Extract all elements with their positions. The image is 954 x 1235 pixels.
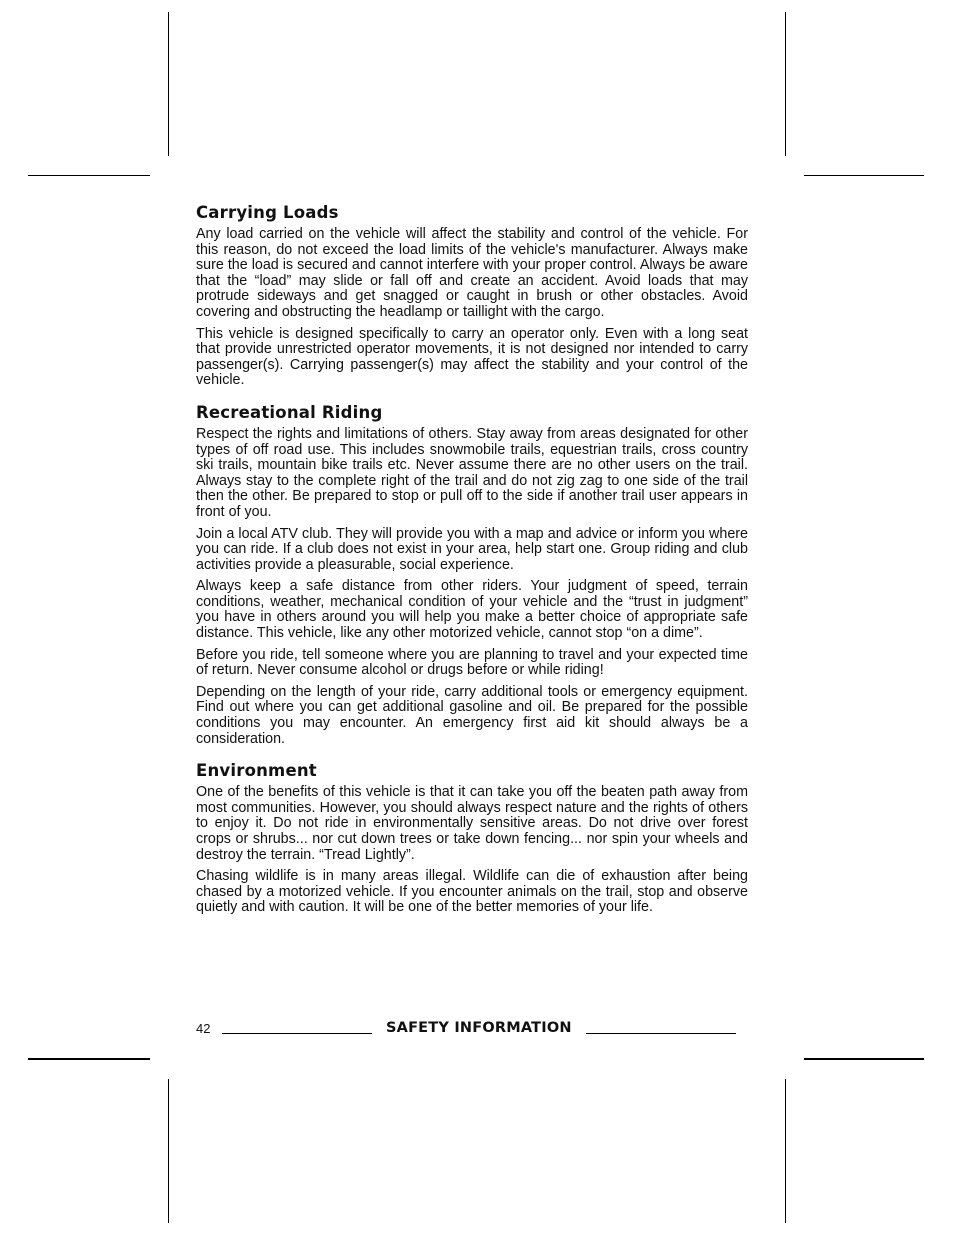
paragraph: One of the benefits of this vehicle is that it can take you off the beaten path away from most communities. However, you should always respect nature and the rights of others to enjoy it. Do not ride in environmentally sensitive areas. Do not drive over forest crops or shrubs... nor cut down trees or take down fencing... nor spin your wheels and destroy the terrain. “Tread Lightly”.	[196, 784, 748, 863]
section-recreational-riding	[196, 403, 748, 747]
page-number: 42	[196, 1020, 211, 1036]
paragraph: Chasing wildlife is in many areas illegal. Wildlife can die of exhaustion after being chased by a motorized vehicle. If you encounter animals on the trail, stop and observe quietly and with caution. It will be one of the better memories of your life.	[196, 868, 748, 916]
paragraph: Any load carried on the vehicle will affect the stability and control of the vehicle. For this reason, do not exceed the load limits of the vehicle's manufacturer. Always make sure the load is secured and cannot interfere with your proper control. Always be aware that the “load” may slide or fall off and create an accident. Avoid loads that may protrude sideways and get snagged or caught in brush or other obstacles. Avoid covering and obstructing the headlamp or taillight with the cargo.	[196, 226, 748, 320]
section-heading: Recreational Riding	[196, 402, 383, 422]
crop-mark-bottom-right-horizontal	[804, 1058, 924, 1060]
crop-mark-top-right-vertical	[785, 12, 786, 156]
crop-mark-bottom-left-vertical	[168, 1079, 169, 1223]
paragraph: Always keep a safe distance from other riders. Your judgment of speed, terrain conditions, weather, mechanical condition of your vehicle and the “trust in judgment” you have in others around you will help you make a better choice of appropriate safe distance. This vehicle, like any other motorized vehicle, cannot stop “on a dime”.	[196, 578, 748, 642]
section-carrying-loads	[196, 203, 748, 389]
footer-rule-left	[222, 1033, 372, 1034]
section-heading: Carrying Loads	[196, 203, 339, 222]
page-content	[196, 203, 748, 930]
paragraph: Depending on the length of your ride, carry additional tools or emergency equipment. Find out where you can get additional gasoline and oil. Be prepared for the possible conditions you may encounter. An emergency first aid kit should always be a consideration.	[196, 683, 748, 747]
crop-mark-bottom-right-vertical	[785, 1079, 786, 1223]
paragraph: Before you ride, tell someone where you are planning to travel and your expected time of return. Never consume alcohol or drugs before or while riding!	[196, 646, 748, 679]
section-environment	[196, 761, 748, 916]
footer-title: SAFETY INFORMATION	[386, 1020, 572, 1036]
crop-mark-top-left-horizontal	[28, 175, 150, 176]
crop-mark-top-right-horizontal	[804, 175, 924, 176]
crop-mark-bottom-left-horizontal	[28, 1058, 150, 1060]
footer-rule-right	[586, 1033, 736, 1034]
page-footer	[196, 1018, 748, 1038]
paragraph: Join a local ATV club. They will provide you with a map and advice or inform you where you can ride. If a club does not exist in your area, help start one. Group riding and club activities provide a pleasurable, social experience.	[196, 525, 748, 573]
paragraph: This vehicle is designed specifically to carry an operator only. Even with a long seat that provide unrestricted operator movements, it is not designed nor intended to carry passenger(s). Carrying passenger(s) may affect the stability and your control of the vehicle.	[196, 325, 748, 389]
crop-mark-top-left-vertical	[168, 12, 169, 156]
paragraph: Respect the rights and limitations of others. Stay away from areas designated for other types of off road use. This includes snowmobile trails, equestrian trails, cross country ski trails, mountain bike trails etc. Never assume there are no other users on the trail. Always stay to the complete right of the trail and do not zig zag to one side of the trail then the other. Be prepared to stop or pull off to the side if another trail user appears in front of you.	[196, 425, 748, 520]
section-heading: Environment	[196, 761, 317, 781]
